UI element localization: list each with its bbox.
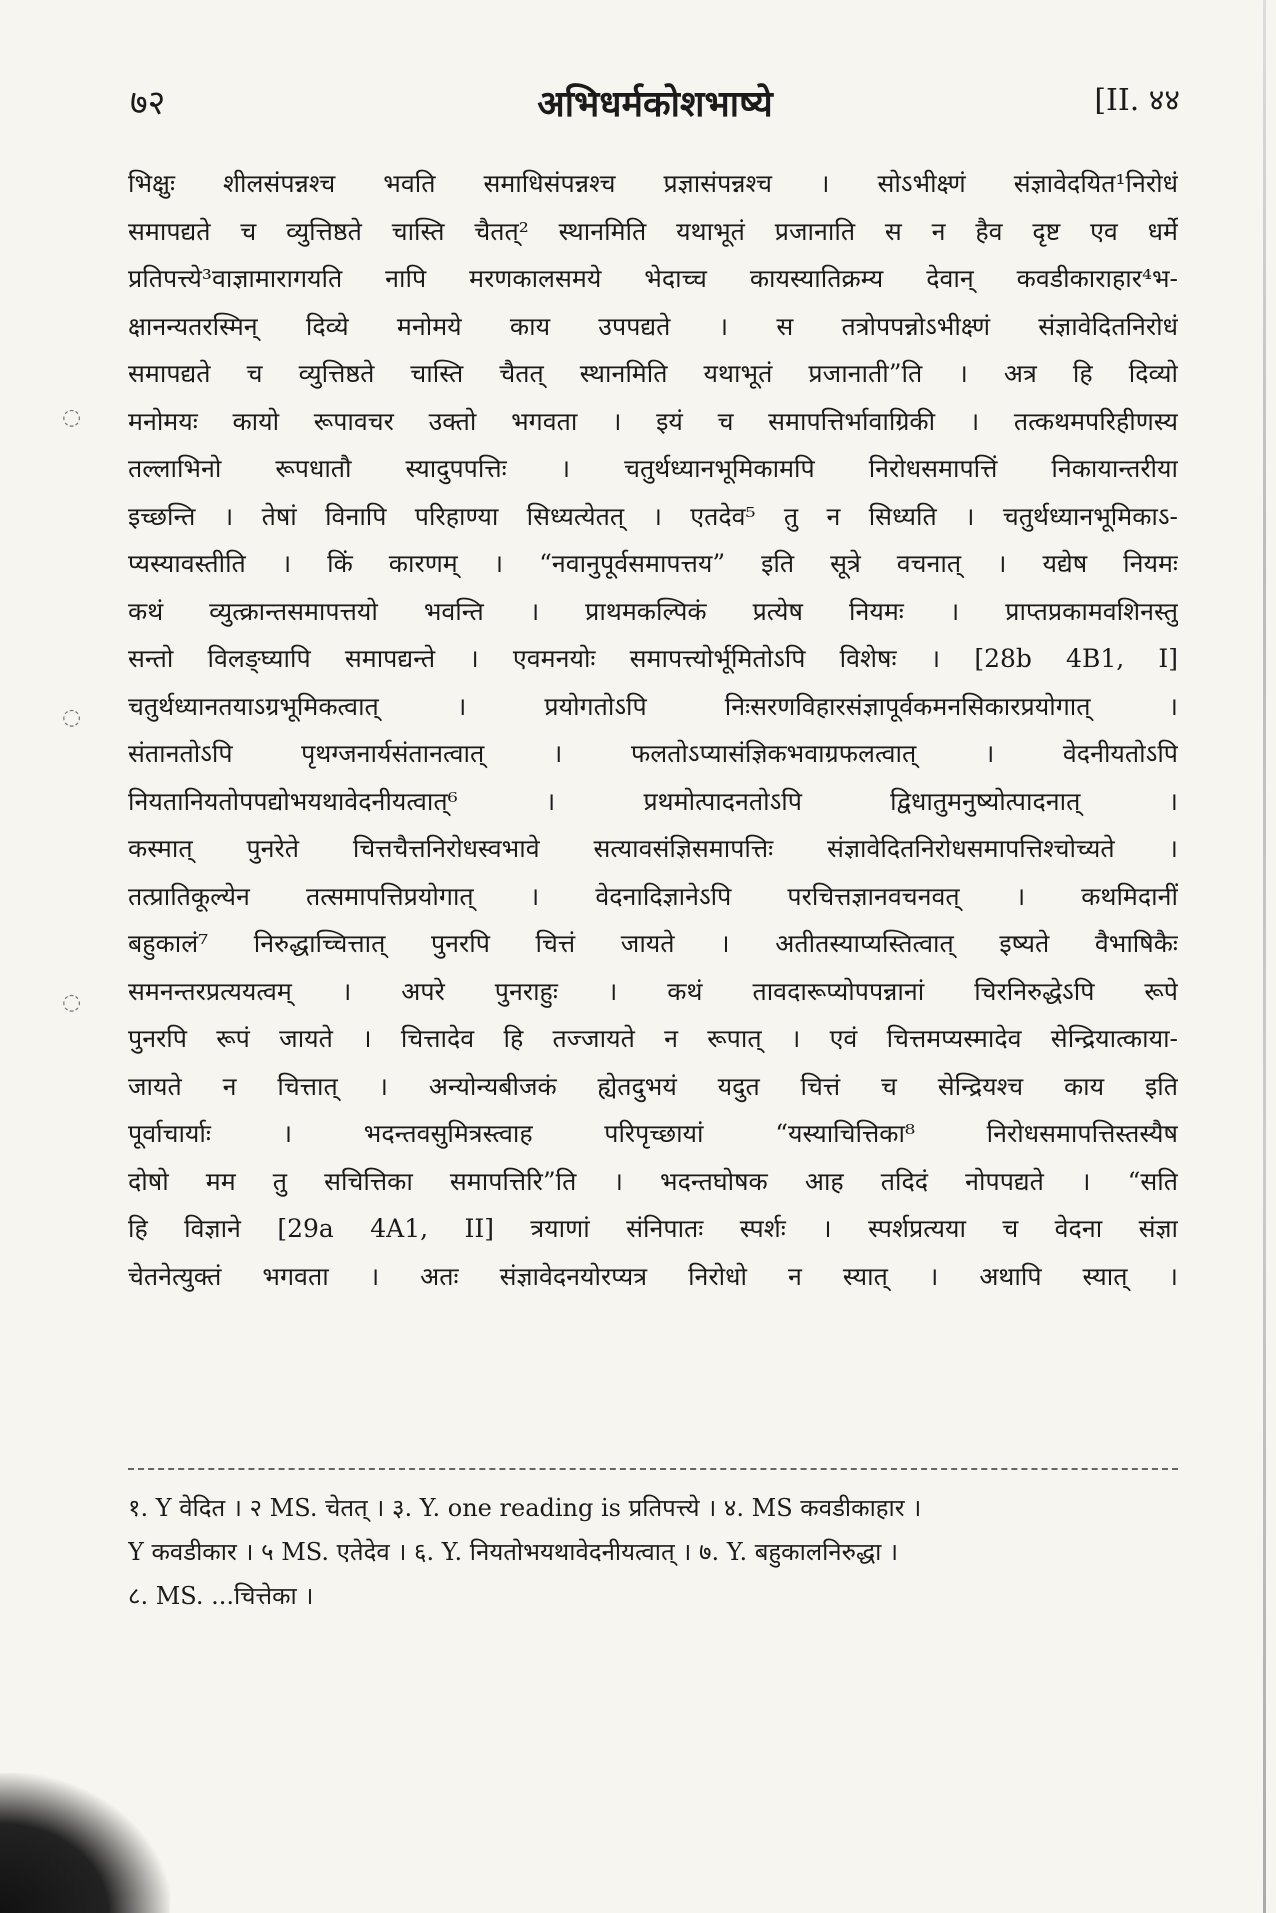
margin-mark: ◌	[62, 705, 82, 730]
text-line: सन्तो विलङ्घ्यापि समापद्यन्ते । एवमनयोः समापत्त्योर्भूमितोऽपि विशेषः । [28b 4B1, I]	[128, 644, 1178, 673]
text-line: संतानतोऽपि पृथग्जनार्यसंतानत्वात् । फलतोऽप्यासंज्ञिकभवाग्रफलत्वात् । वेदनीयतोऽपि	[128, 739, 1178, 768]
text-line: तल्लाभिनो रूपधातौ स्यादुपपत्तिः । चतुर्थध्यानभूमिकामपि निरोधसमापत्तिं निकायान्तरीया	[128, 454, 1178, 483]
footnote-line: Y कवडीकार । ५ MS. एतेदेव । ६. Y. नियतोभयथावेदनीयत्वात् । ७. Y. बहुकालनिरुद्धा ।	[128, 1538, 899, 1566]
footnote-line: १. Y वेदित । २ MS. चेतत् । ३. Y. one reading is प्रतिपत्त्ये । ४. MS कवडीकाहार ।	[128, 1494, 922, 1522]
text-line: क्षानन्यतरस्मिन् दिव्ये मनोमये काय उपपद्यते । स तत्रोपपन्नोऽभीक्ष्णं संज्ञावेदितनिरोधं	[128, 311, 1178, 341]
margin-mark: ◌	[62, 990, 82, 1015]
text-line: कस्मात् पुनरेते चित्तचैत्तनिरोधस्वभावे सत्यावसंज्ञिसमापत्तिः संज्ञावेदितनिरोधसमापत्तिश्चोच्यते ।	[128, 834, 1178, 863]
text-line: समापद्यते च व्युत्तिष्ठते चास्ति चैतत्² स्थानमिति यथाभूतं प्रजानाति स न हैव दृष्ट एव धर्मे	[128, 216, 1178, 246]
section-reference: [II. ४४	[1094, 83, 1180, 118]
margin-mark: ◌	[62, 405, 82, 430]
text-line: मनोमयः कायो रूपावचर उक्तो भगवता । इयं च समापत्तिर्भावाग्रिकी । तत्कथमपरिहीणस्य	[128, 406, 1178, 436]
text-line: कथं व्युत्क्रान्तसमापत्तयो भवन्ति । प्राथमकल्पिकं प्रत्येष नियमः । प्राप्तप्रकामवशिनस्तु	[128, 596, 1178, 626]
text-line: जायते न चित्तात् । अन्योन्यबीजकं ह्येतदुभयं यदुत चित्तं च सेन्द्रियश्च काय इति	[128, 1071, 1178, 1101]
text-line: इच्छन्ति । तेषां विनापि परिहाण्या सिध्यत्येतत् । एतदेव⁵ तु न सिध्यति । चतुर्थध्यानभूमिकाऽ-	[128, 501, 1178, 531]
footnote-separator	[128, 1468, 1178, 1470]
footnote-line: ८. MS. ...चित्तेका ।	[128, 1582, 314, 1610]
page-edge	[1263, 0, 1266, 1913]
scan-artifact	[0, 1773, 170, 1913]
text-line: बहुकालं⁷ निरुद्धाच्चित्तात् पुनरपि चित्तं जायते । अतीतस्याप्यस्तित्वात् इष्यते वैभाषिकैः	[128, 929, 1178, 958]
text-line: पूर्वाचार्याः । भदन्तवसुमित्रस्त्वाह परिपृच्छायां “यस्याचित्तिका⁸ निरोधसमापत्तिस्तस्यैष	[128, 1119, 1178, 1148]
footnotes	[128, 1486, 1178, 1618]
running-title: अभिधर्मकोशभाष्ये	[537, 83, 773, 125]
page-number: ७२	[130, 83, 166, 123]
text-line: दोषो मम तु सचित्तिका समापत्तिरि”ति । भदन्तघोषक आह तदिदं नोपपद्यते । “सति	[128, 1166, 1178, 1196]
text-line: चतुर्थध्यानतयाऽग्रभूमिकत्वात् । प्रयोगतोऽपि निःसरणविहारसंज्ञापूर्वकमनसिकारप्रयोगात् ।	[128, 691, 1178, 721]
main-text	[128, 160, 1178, 1300]
text-line: हि विज्ञाने [29a 4A1, II] त्रयाणां संनिपातः स्पर्शः । स्पर्शप्रत्यया च वेदना संज्ञा	[128, 1214, 1178, 1243]
text-line: समनन्तरप्रत्ययत्वम् । अपरे पुनराहुः । कथं तावदारूप्योपपन्नानां चिरनिरुद्धेऽपि रूपे	[128, 976, 1178, 1006]
text-line: पुनरपि रूपं जायते । चित्तादेव हि तज्जायते न रूपात् । एवं चित्तमप्यस्मादेव सेन्द्रियात्काया-	[128, 1024, 1178, 1053]
text-line: भिक्षुः शीलसंपन्नश्च भवति समाधिसंपन्नश्च प्रज्ञासंपन्नश्च । सोऽभीक्ष्णं संज्ञावेदयित¹निरोधं	[128, 169, 1178, 198]
page-header	[130, 78, 1180, 128]
text-line: प्रतिपत्त्ये³वाज्ञामारागयति नापि मरणकालसमये भेदाच्च कायस्यातिक्रम्य देवान् कवडीकाराहार⁴भ-	[128, 264, 1178, 293]
text-line: तत्प्रातिकूल्येन तत्समापत्तिप्रयोगात् । वेदनादिज्ञानेऽपि परचित्तज्ञानवचनवत् । कथमिदानीं	[128, 881, 1178, 911]
text-line: प्यस्यावस्तीति । किं कारणम् । “नवानुपूर्वसमापत्तय” इति सूत्रे वचनात् । यद्येष नियमः	[128, 549, 1178, 578]
text-line: चेतनेत्युक्तं भगवता । अतः संज्ञावेदनयोरप्यत्र निरोधो न स्यात् । अथापि स्यात् ।	[128, 1261, 1178, 1291]
text-line: नियतानियतोपपद्योभयथावेदनीयत्वात्⁶ । प्रथमोत्पादनतोऽपि द्विधातुमनुष्योत्पादनात् ।	[128, 786, 1178, 816]
text-line: समापद्यते च व्युत्तिष्ठते चास्ति चैतत् स्थानमिति यथाभूतं प्रजानाती”ति । अत्र हि दिव्यो	[128, 359, 1178, 388]
